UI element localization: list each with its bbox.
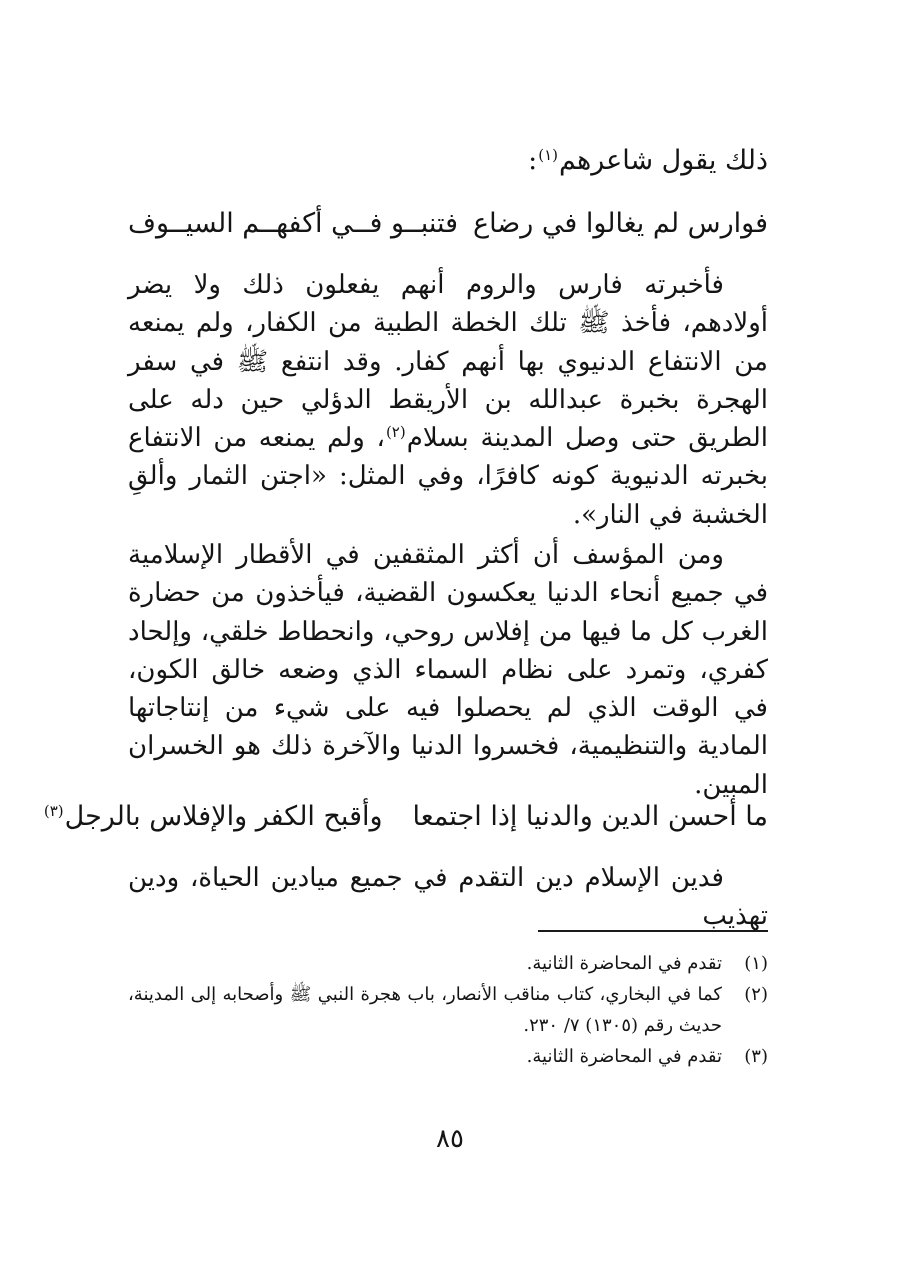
verse-1-right-hemistich: فوارس لم يغالوا في رضاع [472,208,768,239]
paragraph-1-part-2: ، ولم يمنعه من الانتفاع بخبرته الدنيوية كونه كافرًا، وفي المثل: «اجتن الثمار وألقِ الخشبة في النار». [128,423,768,530]
intro-colon: : [528,145,538,176]
verse-2-left-hemistich-wrap [43,796,383,838]
paragraph-3 [128,859,768,936]
footnote-number: (٢) [744,984,768,1005]
verse-2-left-hemistich: وأقبح الكفر والإفلاس بالرجل [64,801,383,832]
paragraph-2-text: ومن المؤسف أن أكثر المثقفين في الأقطار الإسلامية في جميع أنحاء الدنيا يعكسون القضية، فيأخذون من حضارة الغرب كل ما فيها من إفلاس روحي، وانحطاط خلقي، وإلحاد كفري، وتمرد على نظام السماء الذي وضعه خالق الكون، في الوقت الذي لم يحصلوا فيه على شيء من إنتاجاتها المادية والتنظيمية، فخسروا الدنيا والآخرة ذلك هو الخسران المبين. [128,540,768,800]
footnote-item [128,979,768,1041]
intro-text: ذلك يقول شاعرهم [559,145,768,176]
footnote-number: (٣) [744,1046,768,1067]
paragraph-1-part-1: فأخبرته فارس والروم أنهم يفعلون ذلك ولا يضر أولادهم، فأخذ ﷺ تلك الخطة الطبية من الكفار، ولم يمنعه من الانتفاع الدنيوي بها أنهم كفار. وقد انتفع ﷺ في سفر الهجرة بخبرة عبدالله بن الأريقط الدؤلي حين دله على الطريق حتى وصل المدينة بسلام [128,270,768,454]
footnote-ref-3: (٣) [43,802,64,820]
poem-verse-1 [128,203,768,245]
page-number: ٨٥ [436,1124,464,1154]
footnote-number: (١) [744,953,768,974]
verse-1-left-hemistich: فتنبــو فــي أكفهــم السيــوف [128,208,459,239]
paragraph-3-text: فدين الإسلام دين التقدم في جميع ميادين الحياة، ودين تهذيب [128,863,768,932]
verse-2-right-hemistich: ما أحسن الدين والدنيا إذا اجتمعا [412,801,768,832]
footnote-ref-1: (١) [538,146,559,164]
footnote-text: تقدم في المحاضرة الثانية. [526,1046,722,1067]
footnote-item [128,1041,768,1072]
footnotes [128,948,768,1072]
intro-line [128,140,768,182]
footnote-ref-2: (٢) [385,423,406,442]
paragraph-1 [128,266,768,534]
footnote-separator [538,930,768,932]
footnote-text: كما في البخاري، كتاب مناقب الأنصار، باب هجرة النبي ﷺ وأصحابه إلى المدينة، حديث رقم (١٣٠٥) ٧/ ٢٣٠. [128,984,722,1036]
footnote-text: تقدم في المحاضرة الثانية. [526,953,722,974]
paragraph-2 [128,536,768,804]
footnote-item [128,948,768,979]
poem-verse-2 [43,796,768,838]
